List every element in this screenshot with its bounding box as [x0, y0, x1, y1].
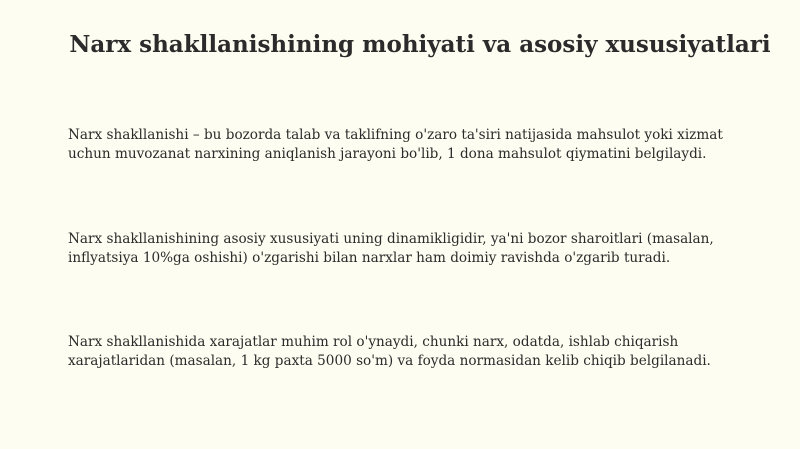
paragraph-costs: Narx shakllanishida xarajatlar muhim rol o'ynaydi, chunki narx, odatda, ishlab chiqarish xarajatlaridan (masalan, 1 kg paxta 5000 so'm) va foyda normasidan kelib chiqib belgilanadi. [68, 334, 711, 369]
paragraph-definition: Narx shakllanishi – bu bozorda talab va taklifning o'zaro ta'siri natijasida mahsulot yoki xizmat uchun muvozanat narxining aniqlanish jarayoni bo'lib, 1 dona mahsulot qiymatini belgilaydi. [68, 127, 723, 162]
slide-title: Narx shakllanishining mohiyati va asosiy xususiyatlari [69, 31, 771, 58]
paragraph-dynamics: Narx shakllanishining asosiy xususiyati uning dinamikligidir, ya'ni bozor sharoitlari (masalan, inflyatsiya 10%ga oshishi) o'zgarishi bilan narxlar ham doimiy ravishda o'zgarib turadi. [68, 231, 714, 266]
